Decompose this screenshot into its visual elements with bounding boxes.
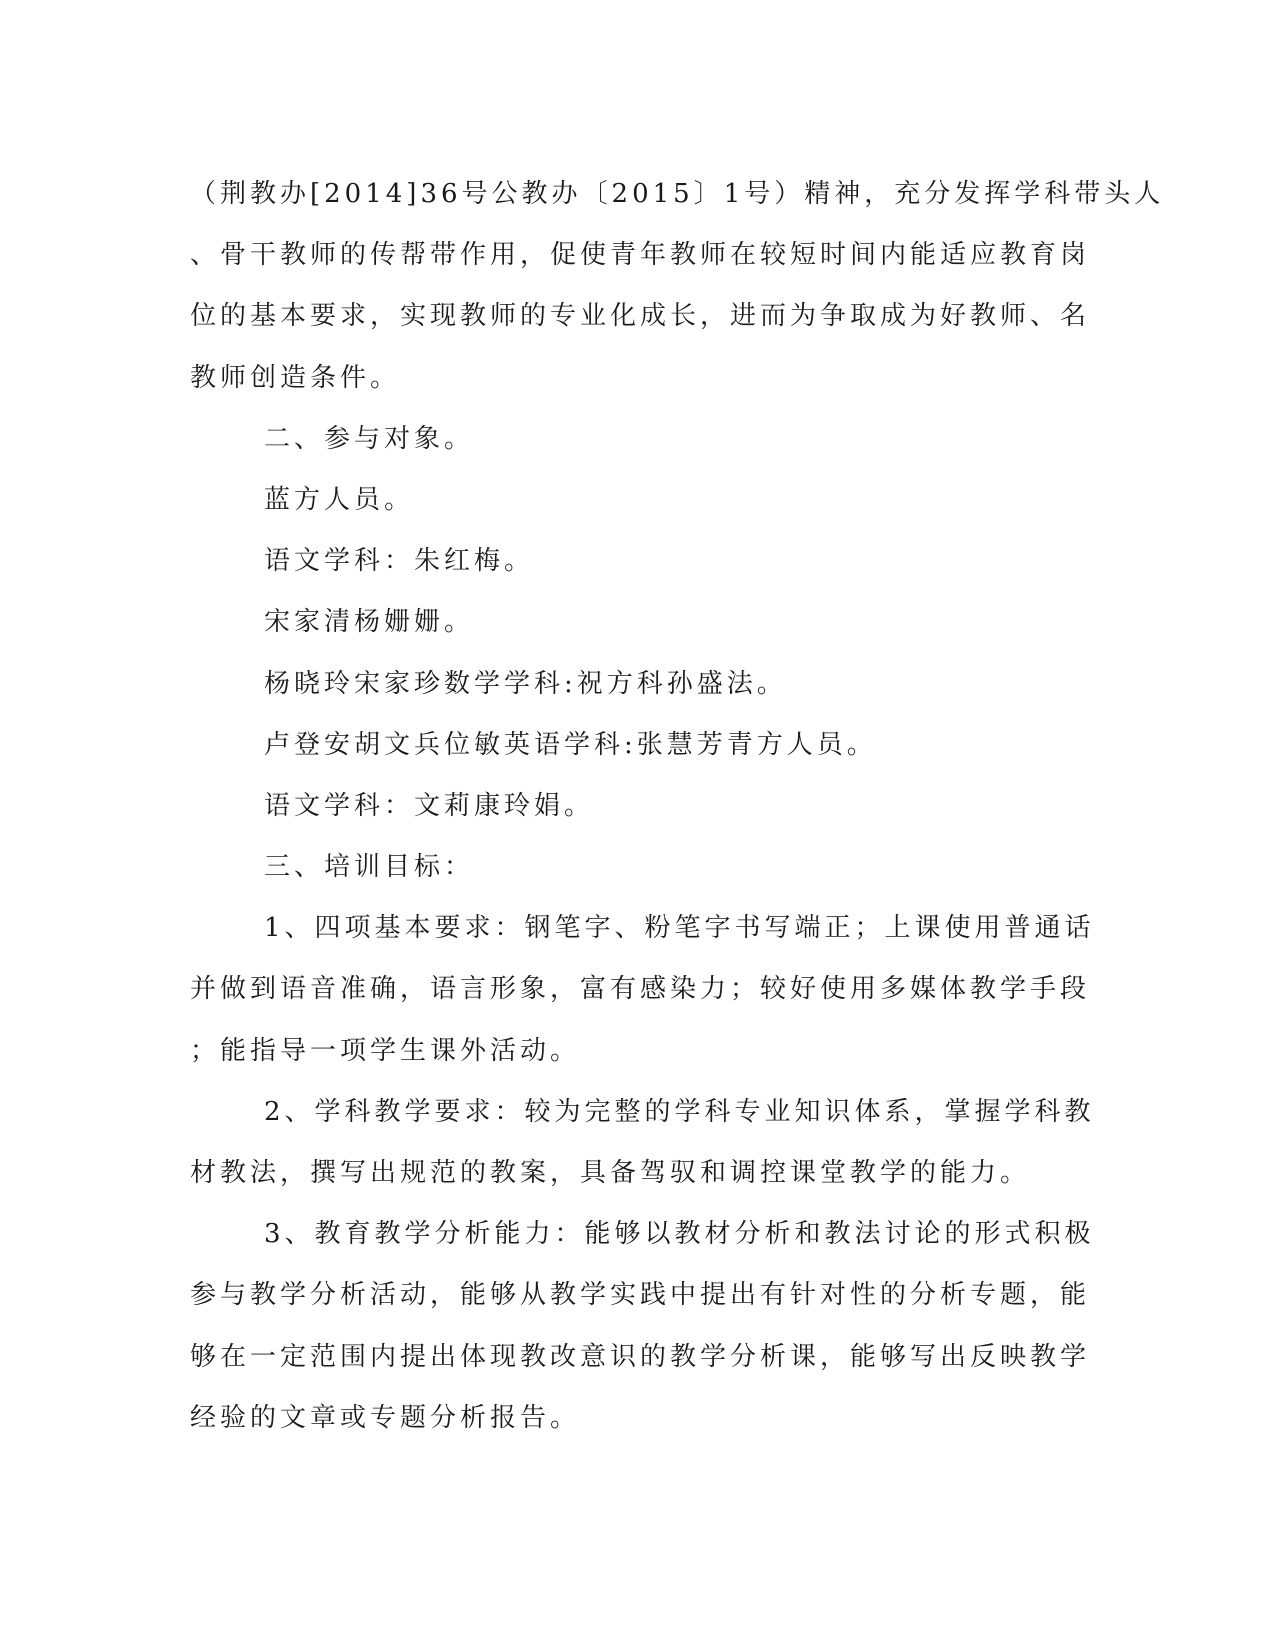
document-body (190, 164, 1165, 1449)
text-line: 蓝方人员。 (264, 484, 415, 515)
text-line: 3、教育教学分析能力：能够以教材分析和教法讨论的形式积极 (264, 1219, 1095, 1250)
text-line: 语文学科：朱红梅。 (264, 546, 535, 577)
text-line: ；能指导一项学生课外活动。 (190, 1035, 581, 1066)
text-line: 并做到语音准确，语言形象，富有感染力；较好使用多媒体教学手段 (190, 974, 1091, 1005)
text-line: 语文学科：文莉康玲娟。 (264, 790, 595, 821)
text-line: 经验的文章或专题分析报告。 (190, 1402, 581, 1433)
text-line: 教师创造条件。 (190, 362, 401, 393)
text-line: 2、学科教学要求：较为完整的学科专业知识体系，掌握学科教 (264, 1096, 1095, 1127)
section-heading: 二、参与对象。 (264, 423, 475, 454)
text-line: 位的基本要求，实现教师的专业化成长，进而为争取成为好教师、名 (190, 301, 1091, 332)
text-line: 、骨干教师的传帮带作用，促使青年教师在较短时间内能适应教育岗 (190, 240, 1091, 271)
section-heading: 三、培训目标： (264, 852, 475, 883)
text-line: 宋家清杨姗姗。 (264, 607, 475, 638)
text-line: 够在一定范围内提出体现教改意识的教学分析课，能够写出反映教学 (190, 1341, 1091, 1372)
text-line: 参与教学分析活动，能够从教学实践中提出有针对性的分析专题，能 (190, 1280, 1091, 1311)
text-line: 材教法，撰写出规范的教案，具备驾驭和调控课堂教学的能力。 (190, 1158, 1031, 1188)
text-line: （荆教办[2014]36号公教办〔2015〕1号）精神，充分发挥学科带头人 (190, 179, 1165, 209)
text-line: 杨晓玲宋家珍数学学科:祝方科孙盛法。 (264, 668, 787, 699)
text-line: 1、四项基本要求：钢笔字、粉笔字书写端正；上课使用普通话 (264, 913, 1095, 944)
text-line: 卢登安胡文兵位敏英语学科:张慧芳青方人员。 (264, 729, 877, 760)
